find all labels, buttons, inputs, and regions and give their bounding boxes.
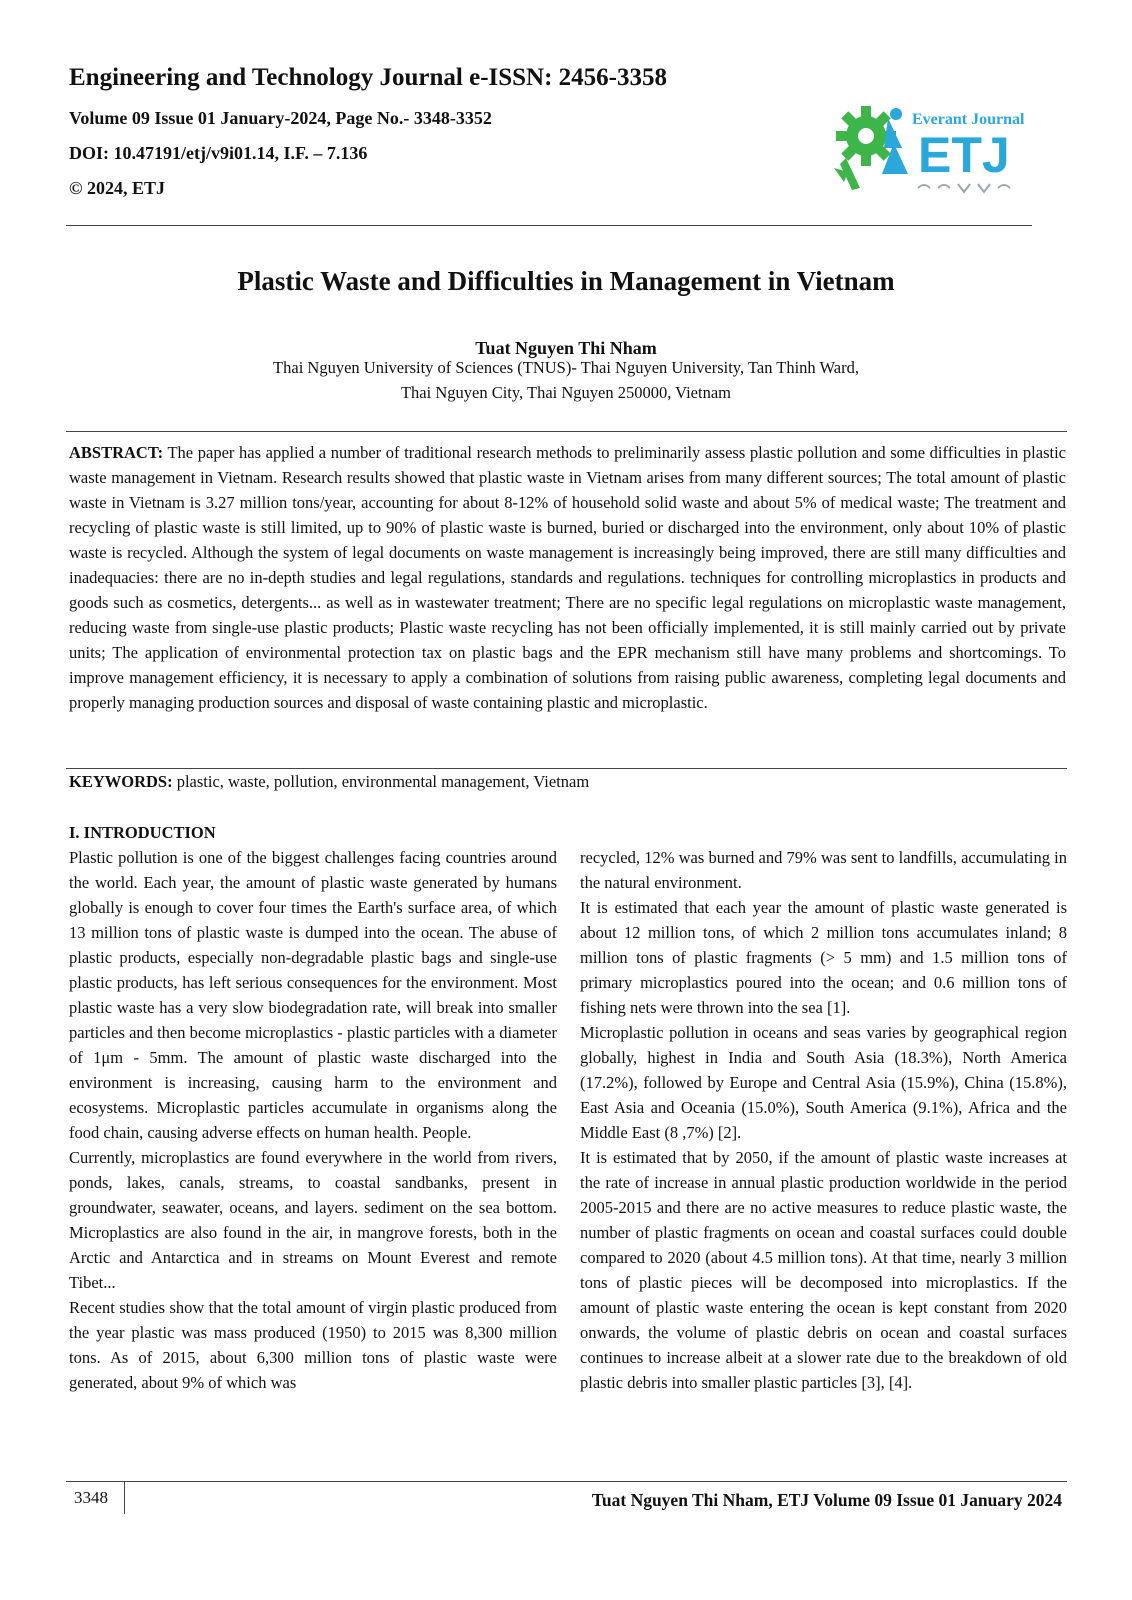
journal-logo xyxy=(826,98,1038,202)
body-column-left xyxy=(69,820,557,1395)
abstract-label: ABSTRACT: xyxy=(69,443,164,462)
running-footer: Tuat Nguyen Thi Nham, ETJ Volume 09 Issue 01 January 2024 xyxy=(591,1490,1062,1510)
paragraph: Microplastic pollution in oceans and seas varies by geographical region globally, highest in India and South Asia (18.3%), North America (17.2%), followed by Europe and Central Asia (15.9%), China (15.8%), East Asia and Oceania (15.0%), South America (9.1%), Africa and the Middle East (8 ,7%) [2]. xyxy=(580,1023,1067,1142)
paragraph: Recent studies show that the total amount of virgin plastic produced from the year plastic was mass produced (1950) to 2015 was 8,300 million tons. As of 2015, about 6,300 million tons of plastic waste were generated, about 9% of which was xyxy=(69,1298,557,1392)
paper-title: Plastic Waste and Difficulties in Management in Vietnam xyxy=(237,266,895,296)
header-divider xyxy=(66,225,1032,226)
paragraph: recycled, 12% was burned and 79% was sent to landfills, accumulating in the natural environment. xyxy=(580,848,1067,892)
copyright-line: © 2024, ETJ xyxy=(69,178,165,198)
paragraph: Plastic pollution is one of the biggest challenges facing countries around the world. Each year, the amount of plastic waste generated by humans globally is enough to cover four times the Earth's surface area, of which 13 million tons of plastic waste is dumped into the ocean. The abuse of plastic products, especially non-degradable plastic bags and single-use plastic products, has left serious consequences for the environment. Most plastic waste has a very slow biodegradation rate, will break into smaller particles and then become microplastics - plastic particles with a diameter of 1μm - 5mm. The amount of plastic waste discharged into the environment is increasing, causing harm to the environment and ecosystems. Microplastic particles accumulate in organisms along the food chain, causing adverse effects on human health. People. xyxy=(69,848,557,1142)
journal-title: Engineering and Technology Journal e-ISSN: 2456-3358 xyxy=(69,64,668,91)
logo-text-main: ETJ xyxy=(918,127,1010,183)
abstract-bottom-divider xyxy=(66,768,1067,769)
author-name: Tuat Nguyen Thi Nham xyxy=(475,338,657,358)
keywords xyxy=(69,772,1066,792)
abstract xyxy=(69,440,1066,715)
paragraph: Currently, microplastics are found everywhere in the world from rivers, ponds, lakes, canals, streams, to coastal sandbanks, present in groundwater, seawater, oceans, and layers. sediment on the sea bottom. Microplastics are also found in the air, in mangrove forests, both in the Arctic and Antarctica and in streams on Mount Everest and remote Tibet... xyxy=(69,1148,557,1292)
paragraph: It is estimated that each year the amount of plastic waste generated is about 12 million tons, of which 2 million tons accumulates inland; 8 million tons of plastic fragments (> 5 mm) and 1.5 million tons of primary microplastics poured into the ocean; and 0.6 million tons of fishing nets were thrown into the sea [1]. xyxy=(580,898,1067,1017)
page-number: 3348 xyxy=(74,1488,108,1507)
doi-line: DOI: 10.47191/etj/v9i01.14, I.F. – 7.136 xyxy=(69,143,368,163)
footer-separator xyxy=(124,1482,125,1514)
abstract-top-divider xyxy=(66,431,1067,432)
wave-decoration xyxy=(918,184,1010,192)
volume-line: Volume 09 Issue 01 January-2024, Page No.- 3348-3352 xyxy=(69,108,492,128)
section-heading: I. INTRODUCTION xyxy=(69,823,216,842)
footer-divider xyxy=(66,1481,1067,1482)
affiliation-line-2: Thai Nguyen City, Thai Nguyen 250000, Vietnam xyxy=(400,383,732,402)
affiliation-line-1: Thai Nguyen University of Sciences (TNUS)- Thai Nguyen University, Tan Thinh Ward, xyxy=(273,358,859,377)
journal-header xyxy=(69,64,829,213)
keywords-text: plastic, waste, pollution, environmental management, Vietnam xyxy=(176,772,590,791)
paragraph: It is estimated that by 2050, if the amount of plastic waste increases at the rate of increase in annual plastic production worldwide in the period 2005-2015 and there are no active measures to reduce plastic waste, the number of plastic fragments on ocean and coastal surfaces could double compared to 2020 (about 4.5 million tons). At that time, nearly 3 million tons of plastic pieces will be decomposed into microplastics. If the amount of plastic waste entering the ocean is kept constant from 2020 onwards, the volume of plastic debris on ocean and coastal surfaces continues to increase albeit at a slower rate due to the breakdown of old plastic debris into smaller plastic particles [3], [4]. xyxy=(580,1148,1067,1392)
keywords-label: KEYWORDS: xyxy=(69,772,173,791)
body-column-right xyxy=(580,845,1067,1395)
logo-text-top: Everant Journal xyxy=(912,111,1025,128)
abstract-text: The paper has applied a number of traditional research methods to preliminarily assess plastic pollution and some difficulties in plastic waste management in Vietnam. Research results showed that plastic waste in Vietnam arises from many different sources; The total amount of plastic waste in Vietnam is 3.27 million tons/year, accounting for about 8-12% of household solid waste and about 5% of medical waste; The treatment and recycling of plastic waste is still limited, up to 90% of plastic waste is burned, buried or discharged into the environment, only about 10% of plastic waste is recycled. Although the system of legal documents on waste management is increasingly being improved, there are still many difficulties and inadequacies: there are no in-depth studies and legal regulations, standards and regulations. techniques for controlling microplastics in products and goods such as cosmetics, detergents... as well as in wastewater treatment; There are no specific legal regulations on microplastic waste management, reducing waste from single-use plastic products; Plastic waste recycling has not been officially implemented, it is still mainly carried out by private units; The application of environmental protection tax on plastic bags and the EPR mechanism still have many problems and shortcomings. To improve management efficiency, it is necessary to apply a combination of solutions from raising public awareness, completing legal documents and properly managing production sources and disposal of waste containing plastic and microplastic. xyxy=(69,443,1066,712)
